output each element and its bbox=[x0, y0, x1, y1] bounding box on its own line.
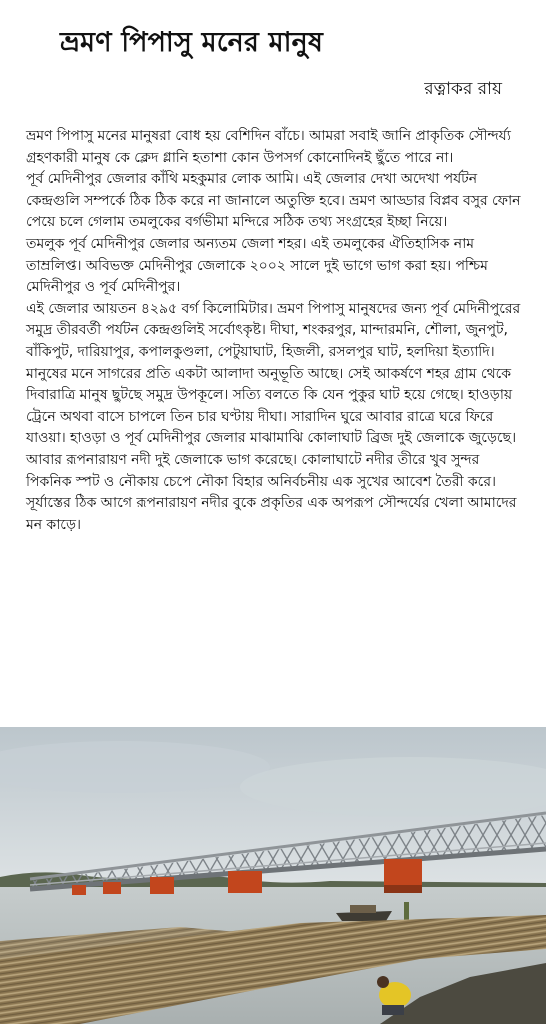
article-body bbox=[26, 126, 524, 536]
river-bridge-photo bbox=[0, 727, 546, 1024]
author-name: রত্নাকর রায় bbox=[424, 79, 502, 99]
bridge-pillar bbox=[384, 885, 422, 893]
bridge-pillar bbox=[103, 882, 121, 894]
bridge-pillar bbox=[228, 871, 262, 893]
article-paragraph: এই জেলার আয়তন ৪২৯৫ বর্গ কিলোমিটার। ভ্রমণ পিপাসু মানুষদের জন্য পূর্ব মেদিনীপুরের সমুদ্র তীরবর্তী পর্যটন কেন্দ্রগুলিই সর্বোৎকৃষ্ট। দীঘা, শংকরপুর, মান্দারমনি, শৌলা, জুনপুট, বাঁকিপুট, দারিয়াপুর, কপালকুণ্ডলা, পেটুয়াঘাট, হিজলী, রসলপুর ঘাট, হলদিয়া ইত্যাদি। মানুষের মনে সাগরের প্রতি একটা আলাদা অনুভূতি আছে। সেই আকর্ষণে শহর গ্রাম থেকে দিবারাত্রি মানুষ ছুটছে সমুদ্র উপকূলে। সত্যি বলতে কি যেন পুকুর ঘাট হয়ে গেছে। হাওড়ায় ট্রেনে অথবা বাসে চাপলে তিন চার ঘণ্টায় দীঘা। সারাদিন ঘুরে আবার রাত্রে ঘরে ফিরে যাওয়া। হাওড়া ও পূর্ব মেদিনীপুর জেলার মাঝামাঝি কোলাঘাট ব্রিজ দুই জেলাকে জুড়েছে। আবার রূপনারায়ণ নদী দুই জেলাকে ভাগ করেছে। কোলাঘাটে নদীর তীরে খুব সুন্দর পিকনিক স্পট ও নৌকায় চেপে নৌকা বিহার অনির্বচনীয় এক সুখের আবেশ তৈরী করে। সূর্যাস্তের ঠিক আগে রূপনারায়ণ নদীর বুকে প্রকৃতির এক অপরূপ সৌন্দর্যের খেলা আমাদের মন কাড়ে। bbox=[26, 300, 521, 533]
article-title: ভ্রমণ পিপাসু মনের মানুষ bbox=[60, 27, 324, 58]
worker-head bbox=[377, 976, 389, 988]
person bbox=[404, 902, 409, 920]
bridge-pillar bbox=[150, 877, 174, 894]
article-paragraph: পূর্ব মেদিনীপুর জেলার কাঁথি মহকুমার লোক আমি। এই জেলার দেখা অদেখা পর্যটন কেন্দ্রগুলি সম্পর্কে ঠিক ঠিক করে না জানালে অতুক্তি হবে। ভ্রমণ আড্ডার বিপ্লব বসুর ফোন পেয়ে চলে গেলাম তমলুকের বর্গভীমা মন্দিরে সঠিক তথ্য সংগ্রহের ইচ্ছা নিয়ে। bbox=[26, 171, 521, 231]
bridge-pillar bbox=[72, 885, 86, 895]
article-paragraph: ভ্রমণ পিপাসু মনের মানুষরা বোধ হয় বেশিদিন বাঁচে। আমরা সবাই জানি প্রাকৃতিক সৌন্দর্য্য গ্রহণকারী মানুষ কে ক্লেদ গ্লানি হতাশা কোন উপসর্গ কোনোদিনই ছুঁতে পারে না। bbox=[26, 128, 511, 166]
article-paragraph: তমলুক পূর্ব মেদিনীপুর জেলার অন্যতম জেলা শহর। এই তমলুকের ঐতিহাসিক নাম তাম্রলিপ্ত। অবিভক্ত মেদিনীপুর জেলাকে ২০০২ সালে দুই ভাগে ভাগ করা হয়। পশ্চিম মেদিনীপুর ও পূর্ব মেদিনীপুর। bbox=[26, 235, 488, 296]
boat-cabin bbox=[350, 905, 376, 913]
worker-legs bbox=[382, 1005, 404, 1015]
